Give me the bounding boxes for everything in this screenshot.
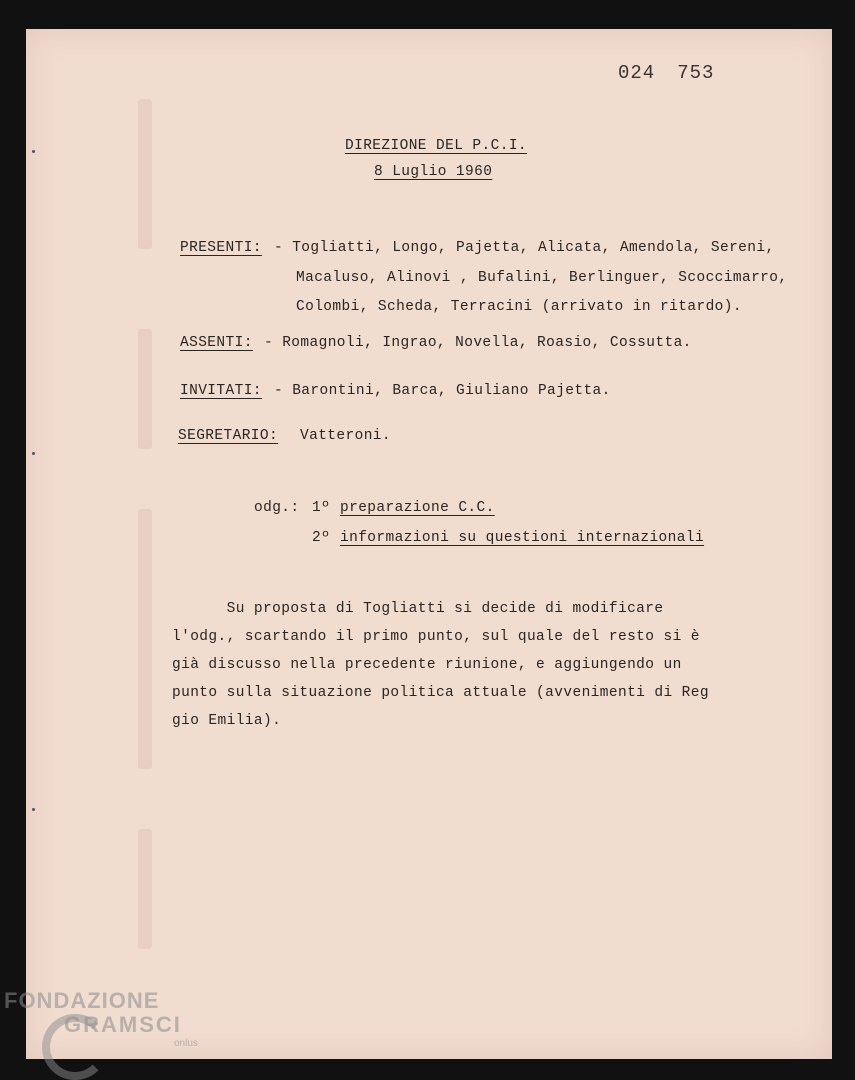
- invitati-label: INVITATI:: [180, 383, 262, 399]
- bleed-through-mark: [138, 329, 152, 449]
- presenti-label: PRESENTI:: [180, 240, 262, 256]
- odg-item1: preparazione C.C.: [340, 500, 495, 516]
- invitati-text: - Barontini, Barca, Giuliano Pajetta.: [274, 383, 611, 399]
- punch-mark: [32, 452, 35, 455]
- fondazione-gramsci-watermark: [4, 988, 219, 1049]
- document-number: [618, 62, 736, 84]
- punch-mark: [32, 150, 35, 153]
- bleed-through-mark: [138, 509, 152, 769]
- doc-number-part1: 024: [618, 62, 656, 84]
- doc-number-part2: 753: [677, 62, 715, 84]
- bleed-through-mark: [138, 829, 152, 949]
- body-line: punto sulla situazione politica attuale (avvenimenti di Reg: [172, 685, 709, 701]
- document-date: 8 Luglio 1960: [374, 164, 493, 180]
- body-line: l'odg., scartando il primo punto, sul quale del resto si è: [172, 629, 700, 645]
- odg-label: odg.:: [254, 500, 300, 516]
- bleed-through-mark: [138, 99, 152, 249]
- body-line: Su proposta di Togliatti si decide di modificare: [172, 601, 664, 617]
- body-line: già discusso nella precedente riunione, e aggiungendo un: [172, 657, 682, 673]
- presenti-line2: Macaluso, Alinovi , Bufalini, Berlinguer, Scoccimarro,: [296, 270, 788, 286]
- document-title: DIREZIONE DEL P.C.I.: [345, 138, 528, 154]
- body-line: gio Emilia).: [172, 713, 282, 729]
- odg-item2: informazioni su questioni internazionali: [340, 530, 705, 546]
- assenti-text: - Romagnoli, Ingrao, Novella, Roasio, Cossutta.: [264, 335, 692, 351]
- watermark-logo-icon: [42, 1014, 108, 1080]
- watermark-line2: GRAMSCI: [64, 1012, 182, 1037]
- odg-item1-num: 1º: [312, 500, 331, 516]
- segretario-label: SEGRETARIO:: [178, 428, 279, 444]
- segretario-text: Vatteroni.: [300, 428, 392, 444]
- odg-item2-num: 2º: [312, 530, 331, 546]
- watermark-line3: onlus: [174, 1038, 198, 1049]
- presenti-line1: - Togliatti, Longo, Pajetta, Alicata, Amendola, Sereni,: [274, 240, 775, 256]
- presenti-line3: Colombi, Scheda, Terracini (arrivato in ritardo).: [296, 299, 742, 315]
- punch-mark: [32, 808, 35, 811]
- watermark-line1: FONDAZIONE: [4, 988, 160, 1013]
- assenti-label: ASSENTI:: [180, 335, 253, 351]
